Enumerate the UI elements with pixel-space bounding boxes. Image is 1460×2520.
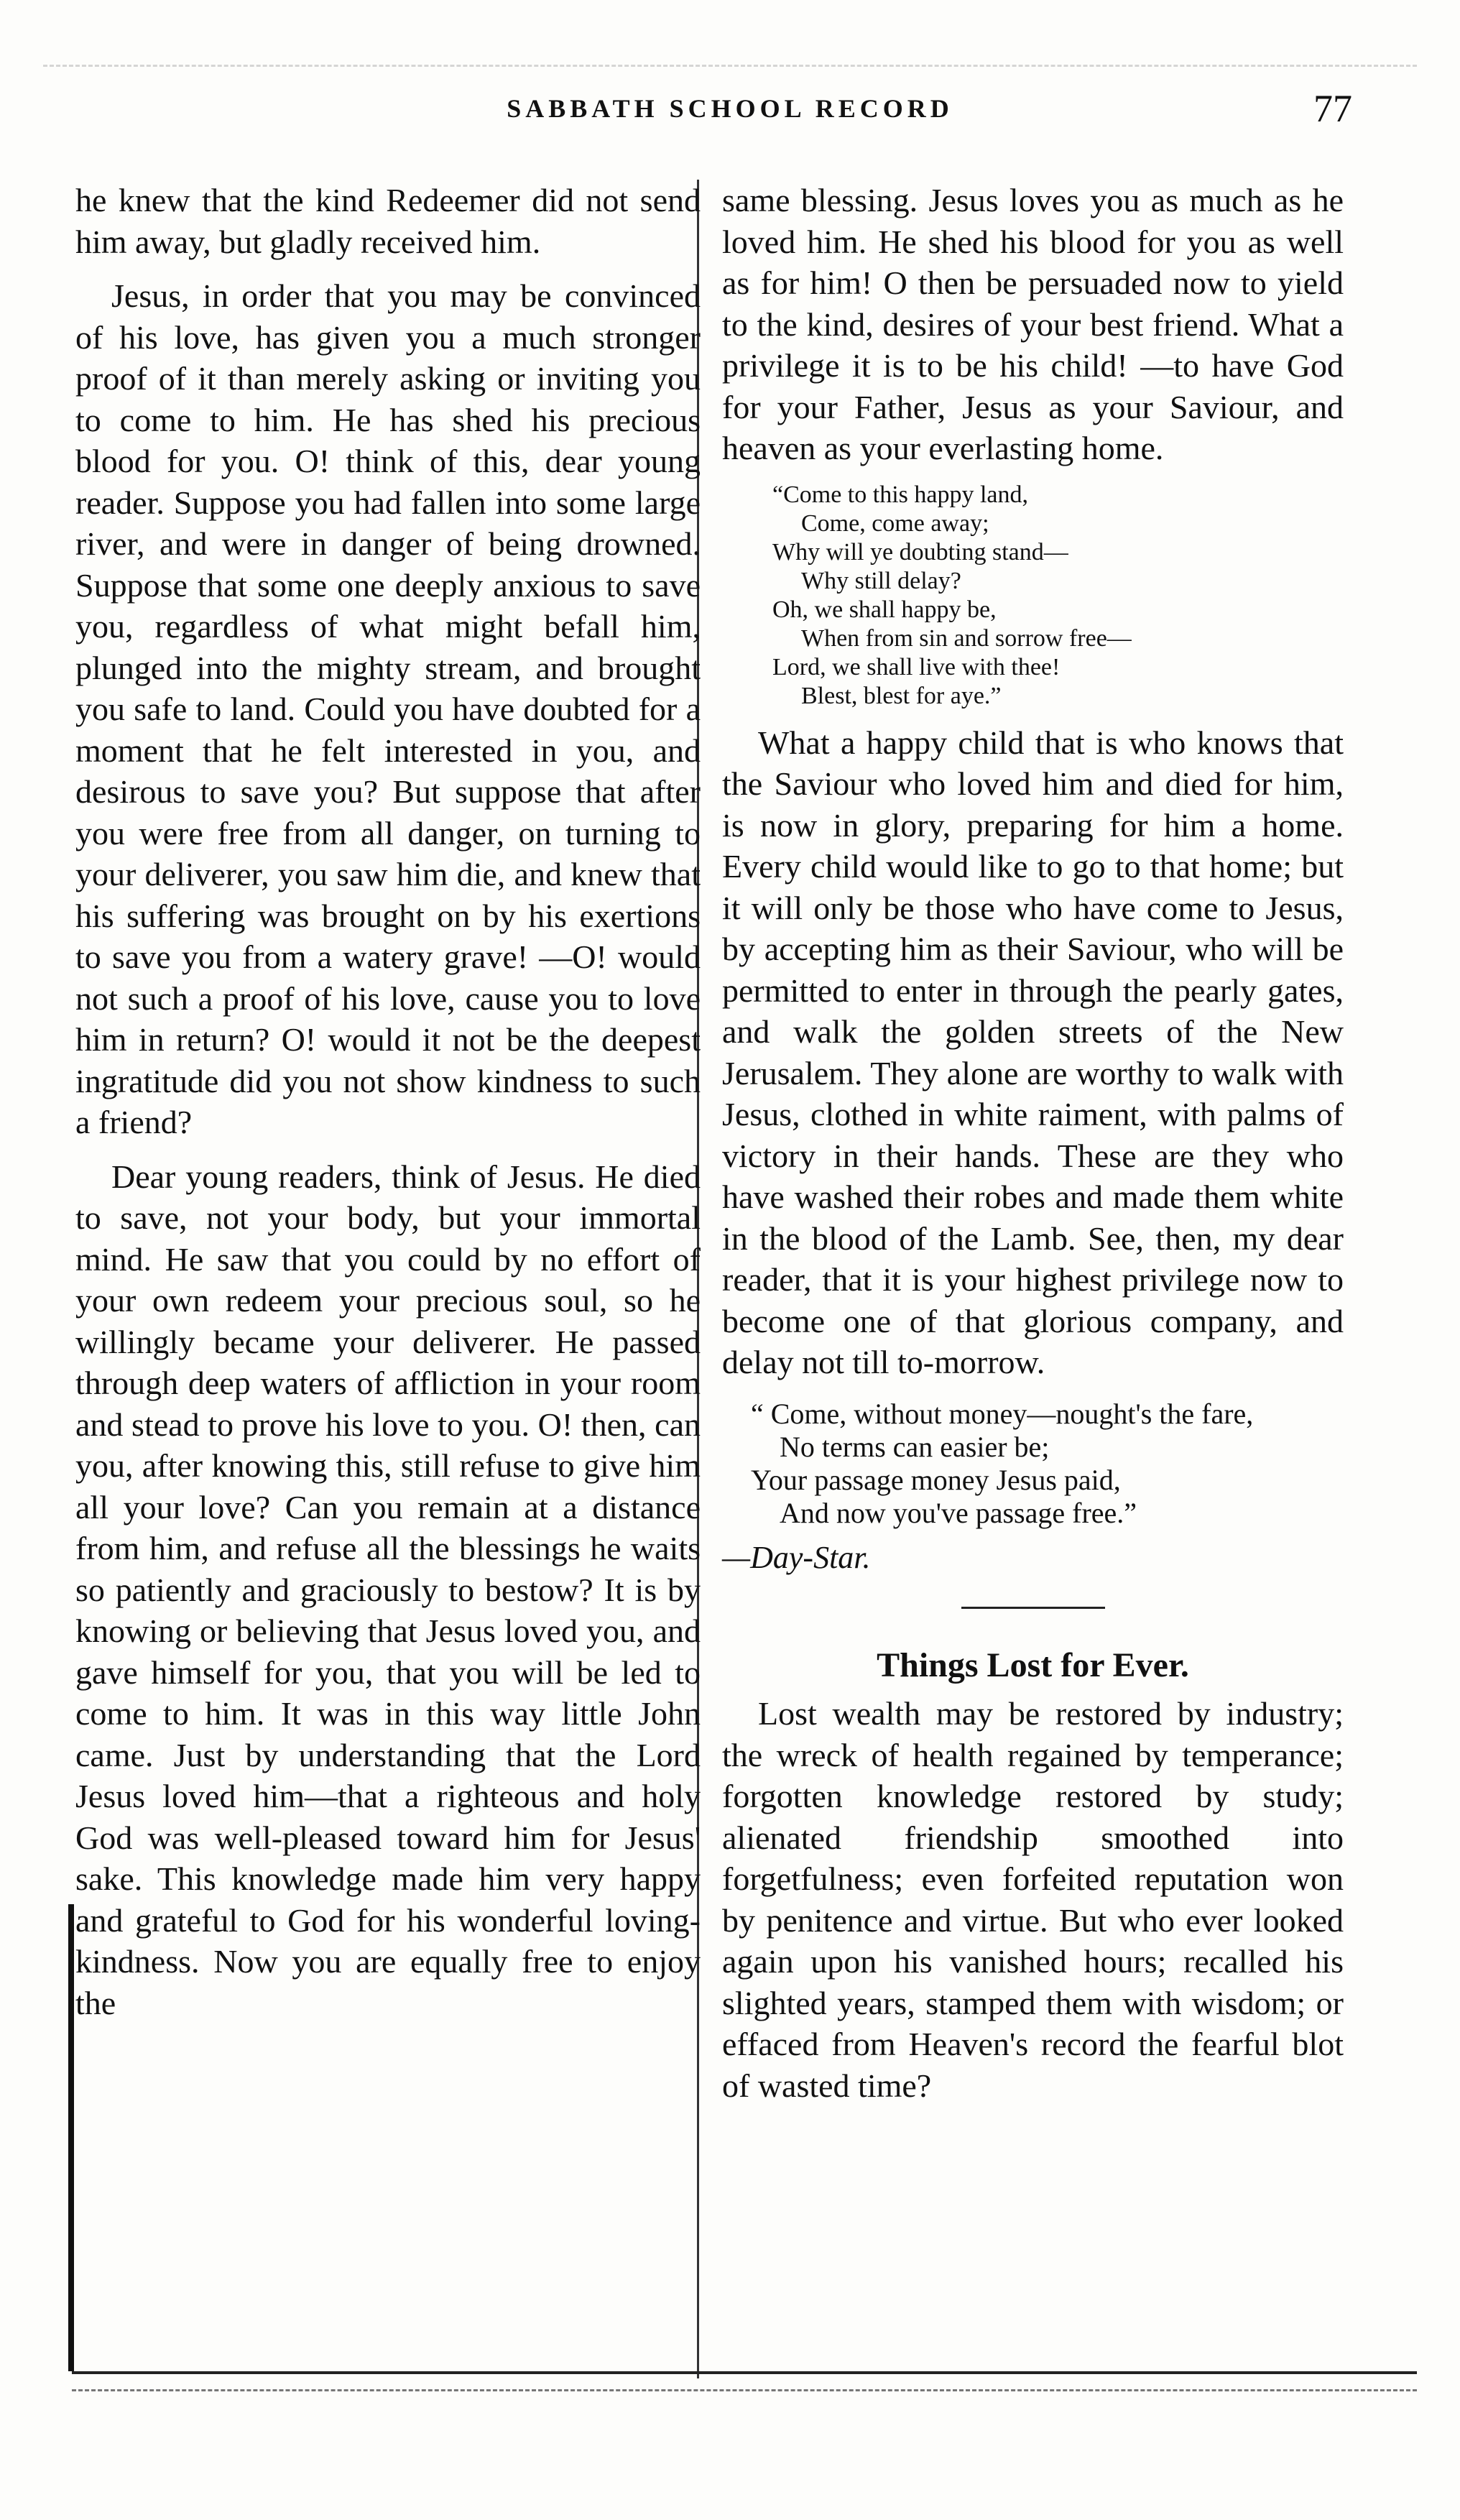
page-number: 77 xyxy=(1313,87,1352,130)
source-credit: —Day-Star. xyxy=(722,1539,871,1575)
verse-line: Blest, blest for aye.” xyxy=(801,682,1002,709)
left-paragraph-2: Jesus, in order that you may be convinced of his love, has given you a much stronger proof of it than merely asking or inviting you to come to him. He has shed his precious blood for you. O! think of this, dear young reader. Suppose you had fallen into some large river, and were in danger of being drowned. Suppose that some one deeply anxious to save you, regardless of what might befall him, plunged into the mighty stream, and brought you safe to land. Could you have doubted for a moment that he felt interested in you, and desirous to save you? But suppose that after you were free from all danger, on turning to your deliverer, you saw him die, and knew that his suffering was brought on by his exertions to save you from a watery grave! —O! would not such a proof of his love, cause you to love him in return? O! would it not be the deepest ingratitude did you not show kindness to such a friend? xyxy=(75,277,701,1140)
verse-line: No terms can easier be; xyxy=(780,1430,1050,1463)
top-edge-artifact xyxy=(43,65,1417,74)
right-paragraph-1: same blessing. Jesus loves you as much as he loved him. He shed his blood for you as well as for him! O then be persuaded now to yield to the kind, desires of your best friend. What a privilege it is to be his child! —to have God for your Father, Jesus as your Saviour, and heaven as your everlasting home. xyxy=(722,182,1344,466)
hymn-verse-2 xyxy=(751,1398,1344,1530)
bottom-edge-artifact xyxy=(72,2389,1417,2393)
verse-line: Your passage money Jesus paid, xyxy=(751,1463,1121,1496)
verse-line: “ Come, without money—nought's the fare, xyxy=(751,1397,1254,1430)
verse-line: Come, come away; xyxy=(801,509,989,537)
verse-line: Lord, we shall live with thee! xyxy=(772,653,1061,680)
left-column xyxy=(75,180,701,2023)
verse-line: Why still delay? xyxy=(801,567,961,594)
section-rule xyxy=(961,1607,1105,1609)
verse-line: Why will ye doubting stand— xyxy=(772,538,1068,566)
section-title: Things Lost for Ever. xyxy=(877,1646,1189,1684)
left-paragraph-1: he knew that the kind Redeemer did not send him away, but gladly received him. xyxy=(75,182,701,260)
verse-line: When from sin and sorrow free— xyxy=(801,624,1132,652)
right-paragraph-3: Lost wealth may be restored by industry; the wreck of health regained by temperance; forgotten knowledge restored by study; alienated friendship smoothed into forgetfulness; even forfeited reputation won by penitence and virtue. But who ever looked again upon his vanished hours; recalled his slighted years, stamped them with wisdom; or effaced from Heaven's record the fearful blot of wasted time? xyxy=(722,1695,1344,2104)
left-paragraph-3: Dear young readers, think of Jesus. He died to save, not your body, but your immortal mind. He saw that you could by no effort of your own redeem your precious soul, so he willingly became your deliverer. He passed through deep waters of affliction in your room and stead to prove his love to you. O! then, can you, after knowing this, still refuse to give him all your love? Can you remain at a distance from him, and refuse all the blessings he waits so patiently and graciously to bestow? It is by knowing or believing that Jesus loved you, and gave himself for you, that you will be led to come to him. It was in this way little John came. Just by understanding that the Lord Jesus loved him—that a righteous and holy God was well-pleased toward him for Jesus' sake. This knowledge made him very happy and grateful to God for his wonderful loving-kindness. Now you are equally free to enjoy the xyxy=(75,1158,701,2021)
left-margin-bar xyxy=(68,1904,74,2371)
running-head: SABBATH SCHOOL RECORD xyxy=(507,94,953,123)
verse-line: Oh, we shall happy be, xyxy=(772,596,997,623)
right-column xyxy=(722,180,1344,2106)
bottom-rule xyxy=(72,2371,1417,2374)
verse-line: “Come to this happy land, xyxy=(772,481,1029,508)
verse-line: And now you've passage free.” xyxy=(780,1496,1137,1529)
hymn-verse-1 xyxy=(772,481,1344,711)
right-paragraph-2: What a happy child that is who knows that the Saviour who loved him and died for him, is now in glory, preparing for him a home. Every child would like to go to that home; but it will only be those who have come to Jesus, by accepting him as their Saviour, who will be permitted to enter in through the pearly gates, and walk the golden streets of the New Jerusalem. They alone are worthy to walk with Jesus, clothed in white raiment, with palms of victory in their hands. These are they who have washed their robes and made them white in the blood of the Lamb. See, then, my dear reader, that it is your highest privilege now to become one of that glorious company, and delay not till to-morrow. xyxy=(722,724,1344,1380)
page-header xyxy=(79,87,1381,151)
